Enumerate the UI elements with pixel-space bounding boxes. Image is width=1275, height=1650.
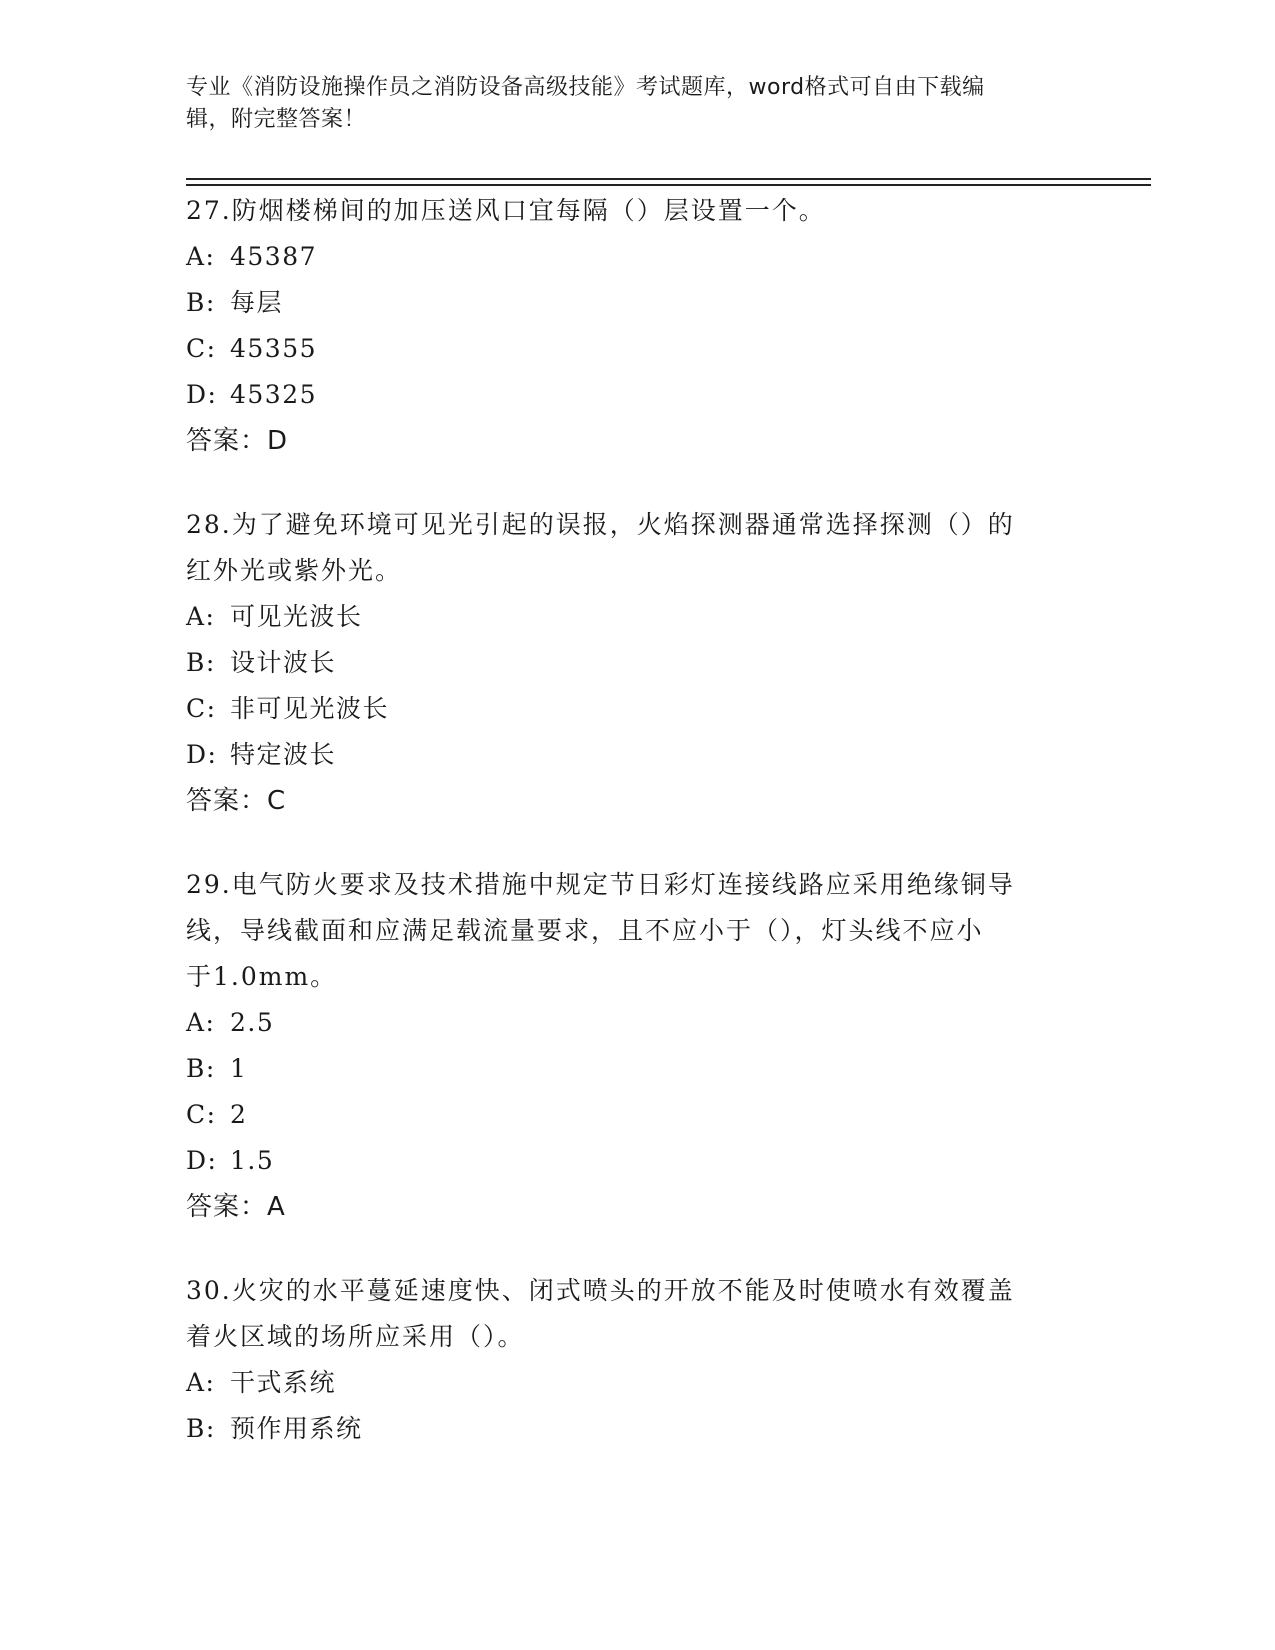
option-text: 1: [230, 1054, 248, 1083]
answer-option: [186, 280, 1066, 326]
question-item: [186, 188, 1066, 464]
answer-key: 答案：C: [186, 786, 287, 816]
option-text: 预作用系统: [230, 1414, 363, 1443]
option-letter: D:: [186, 740, 218, 769]
option-letter: B:: [186, 1054, 216, 1083]
option-text: 45325: [230, 380, 318, 409]
question-stem-line: 于1.0mm。: [186, 962, 338, 991]
option-letter: C:: [186, 694, 217, 723]
header-line-2: 辑，附完整答案！: [186, 107, 367, 132]
option-text: 2.5: [230, 1008, 275, 1037]
answer-option: [186, 732, 1066, 778]
question-stem-line: 红外光或紫外光。: [186, 556, 403, 585]
option-letter: B:: [186, 1414, 216, 1443]
option-letter: B:: [186, 288, 216, 317]
option-text: 45387: [230, 242, 318, 271]
option-letter: A:: [186, 1368, 216, 1397]
option-letter: B:: [186, 648, 216, 677]
answer-option: [186, 234, 1066, 280]
option-letter: A:: [186, 242, 216, 271]
question-stem-line: 28.为了避免环境可见光引起的误报，火焰探测器通常选择探测（）的: [186, 510, 1015, 539]
option-text: 每层: [230, 288, 284, 317]
answer-option: [186, 1406, 1066, 1452]
answer-option: [186, 326, 1066, 372]
question-list: [186, 188, 1066, 1490]
option-text: 可见光波长: [230, 602, 363, 631]
question-item: [186, 1268, 1066, 1452]
answer-option: [186, 372, 1066, 418]
answer-option: [186, 686, 1066, 732]
answer-key: 答案：D: [186, 426, 289, 456]
option-letter: A:: [186, 1008, 216, 1037]
header-divider-bottom: [186, 184, 1151, 186]
option-text: 45355: [230, 334, 318, 363]
option-text: 非可见光波长: [230, 694, 390, 723]
option-text: 2: [230, 1100, 248, 1129]
document-header: [186, 72, 1066, 136]
answer-key: 答案：A: [186, 1192, 286, 1222]
answer-option: [186, 1092, 1066, 1138]
option-text: 设计波长: [230, 648, 337, 677]
question-stem-line: 27.防烟楼梯间的加压送风口宜每隔（）层设置一个。: [186, 196, 826, 225]
question-stem-line: 线，导线截面和应满足载流量要求，且不应小于（），灯头线不应小: [186, 916, 984, 945]
option-letter: C:: [186, 334, 217, 363]
question-item: [186, 862, 1066, 1230]
option-text: 1.5: [230, 1146, 275, 1175]
answer-option: [186, 1000, 1066, 1046]
answer-option: [186, 1360, 1066, 1406]
option-letter: D:: [186, 380, 218, 409]
header-divider-top: [186, 178, 1151, 180]
question-stem-line: 着火区域的场所应采用（）。: [186, 1322, 525, 1351]
answer-option: [186, 594, 1066, 640]
option-letter: D:: [186, 1146, 218, 1175]
answer-option: [186, 1138, 1066, 1184]
answer-option: [186, 640, 1066, 686]
header-line-1: 专业《消防设施操作员之消防设备高级技能》考试题库，word格式可自由下载编: [186, 75, 985, 100]
question-item: [186, 502, 1066, 824]
option-text: 干式系统: [230, 1368, 337, 1397]
option-letter: C:: [186, 1100, 217, 1129]
answer-option: [186, 1046, 1066, 1092]
option-letter: A:: [186, 602, 216, 631]
option-text: 特定波长: [230, 740, 337, 769]
question-stem-line: 30.火灾的水平蔓延速度快、闭式喷头的开放不能及时使喷水有效覆盖: [186, 1276, 1015, 1305]
question-stem-line: 29.电气防火要求及技术措施中规定节日彩灯连接线路应采用绝缘铜导: [186, 870, 1015, 899]
